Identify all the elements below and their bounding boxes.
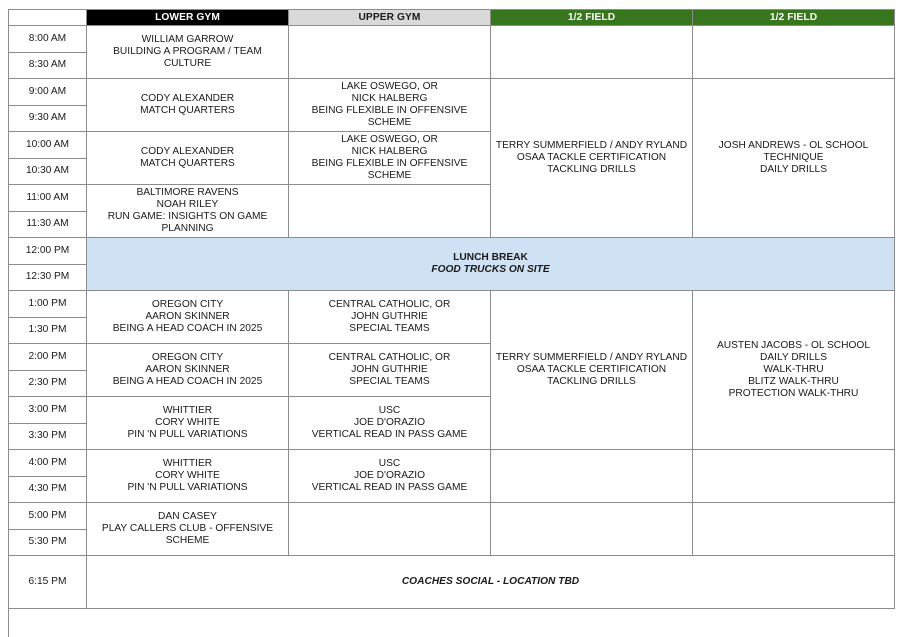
- session-line: WHITTIER: [162, 458, 213, 469]
- session-line: TACKLING DRILLS: [547, 164, 636, 175]
- session-line: NOAH RILEY: [156, 199, 219, 210]
- session-line: PLAY CALLERS CLUB - OFFENSIVE SCHEME: [101, 523, 274, 546]
- session-line: BEING FLEXIBLE IN OFFENSIVE SCHEME: [311, 158, 468, 181]
- session-line: CORY WHITE: [155, 417, 220, 428]
- lower-gym-session: [87, 132, 289, 185]
- lower-gym-session: [87, 503, 289, 556]
- header-lower-gym: LOWER GYM: [87, 10, 289, 26]
- lunch-subtitle: FOOD TRUCKS ON SITE: [431, 264, 550, 275]
- session-line: NICK HALBERG: [351, 146, 428, 157]
- session-line: USC: [378, 405, 401, 416]
- session-line: SPECIAL TEAMS: [349, 376, 430, 387]
- time-slot: 4:30 PM: [9, 477, 87, 504]
- time-slot: 10:00 AM: [9, 132, 87, 159]
- session-line: BLITZ WALK-THRU: [748, 376, 839, 387]
- session-line: BUILDING A PROGRAM / TEAM CULTURE: [113, 46, 262, 69]
- session-line: TECHNIQUE: [763, 152, 824, 163]
- time-slot: 3:30 PM: [9, 424, 87, 451]
- lower-gym-session: [87, 450, 289, 503]
- session-line: OSAA TACKLE CERTIFICATION: [516, 364, 667, 375]
- session-line: VERTICAL READ IN PASS GAME: [311, 429, 468, 440]
- upper-gym-session: [289, 79, 491, 132]
- field-b-session: [693, 79, 895, 238]
- session-line: USC: [378, 458, 401, 469]
- session-line: JOHN GUTHRIE: [351, 311, 428, 322]
- time-slot: 8:00 AM: [9, 26, 87, 53]
- upper-gym-session: [289, 344, 491, 397]
- session-line: AARON SKINNER: [145, 364, 230, 375]
- field-b-empty: [693, 26, 895, 79]
- session-line: PIN 'N PULL VARIATIONS: [127, 429, 248, 440]
- session-line: CODY ALEXANDER: [140, 93, 235, 104]
- lower-gym-session: [87, 79, 289, 132]
- session-line: WHITTIER: [162, 405, 213, 416]
- time-slot: 3:00 PM: [9, 397, 87, 424]
- session-line: TACKLING DRILLS: [547, 376, 636, 387]
- session-line: JOE D'ORAZIO: [354, 417, 425, 428]
- field-b-session: [693, 291, 895, 450]
- session-line: LAKE OSWEGO, OR: [341, 81, 438, 92]
- lunch-break-band: [87, 238, 895, 291]
- time-slot: 10:30 AM: [9, 159, 87, 186]
- lower-gym-session: [87, 185, 289, 238]
- field-b-empty: [693, 450, 895, 503]
- lower-gym-session: [87, 26, 289, 79]
- session-line: BEING A HEAD COACH IN 2025: [112, 323, 263, 334]
- field-a-empty: [491, 450, 693, 503]
- session-line: WILLIAM GARROW: [141, 34, 234, 45]
- session-line: BEING FLEXIBLE IN OFFENSIVE SCHEME: [311, 105, 468, 128]
- header-upper-gym: UPPER GYM: [289, 10, 491, 26]
- time-slot: 5:30 PM: [9, 530, 87, 557]
- session-line: MATCH QUARTERS: [140, 105, 235, 116]
- session-line: DAILY DRILLS: [759, 164, 827, 175]
- schedule-grid: [8, 9, 895, 637]
- lunch-title: LUNCH BREAK: [453, 252, 528, 263]
- session-line: AUSTEN JACOBS - OL SCHOOL: [716, 340, 871, 351]
- corner-cell: [9, 10, 87, 26]
- time-slot: 2:00 PM: [9, 344, 87, 371]
- upper-gym-empty: [289, 503, 491, 556]
- time-slot: 12:30 PM: [9, 265, 87, 292]
- session-line: CENTRAL CATHOLIC, OR: [328, 352, 451, 363]
- lower-gym-session: [87, 344, 289, 397]
- field-b-empty: [693, 503, 895, 556]
- session-line: TERRY SUMMERFIELD / ANDY RYLAND: [495, 352, 688, 363]
- field-a-session: [491, 291, 693, 450]
- upper-gym-session: [289, 397, 491, 450]
- session-line: OSAA TACKLE CERTIFICATION: [516, 152, 667, 163]
- session-line: OREGON CITY: [151, 299, 224, 310]
- session-line: MATCH QUARTERS: [140, 158, 235, 169]
- session-line: JOHN GUTHRIE: [351, 364, 428, 375]
- upper-gym-empty: [289, 185, 491, 238]
- field-a-empty: [491, 26, 693, 79]
- session-line: DAILY DRILLS: [759, 352, 827, 363]
- session-line: CORY WHITE: [155, 470, 220, 481]
- header-half-field-b: 1/2 FIELD: [693, 10, 895, 26]
- time-slot: 4:00 PM: [9, 450, 87, 477]
- time-slot: 1:00 PM: [9, 291, 87, 318]
- session-line: JOSH ANDREWS - OL SCHOOL: [718, 140, 869, 151]
- session-line: WALK-THRU: [763, 364, 824, 375]
- time-slot: 12:00 PM: [9, 238, 87, 265]
- session-line: PROTECTION WALK-THRU: [728, 388, 859, 399]
- session-line: JOE D'ORAZIO: [354, 470, 425, 481]
- time-slot: 9:30 AM: [9, 106, 87, 133]
- header-half-field-a: 1/2 FIELD: [491, 10, 693, 26]
- time-slot: 9:00 AM: [9, 79, 87, 106]
- time-slot: 11:30 AM: [9, 212, 87, 239]
- field-a-session: [491, 79, 693, 238]
- session-line: RUN GAME: INSIGHTS ON GAME PLANNING: [107, 211, 268, 234]
- session-line: NICK HALBERG: [351, 93, 428, 104]
- session-line: VERTICAL READ IN PASS GAME: [311, 482, 468, 493]
- session-line: CODY ALEXANDER: [140, 146, 235, 157]
- lower-gym-session: [87, 291, 289, 344]
- time-slot: 11:00 AM: [9, 185, 87, 212]
- time-slot: 1:30 PM: [9, 318, 87, 345]
- session-line: BALTIMORE RAVENS: [136, 187, 239, 198]
- time-slot: 8:30 AM: [9, 53, 87, 80]
- time-slot: 6:15 PM: [9, 556, 87, 609]
- coaches-social-row: COACHES SOCIAL - LOCATION TBD: [87, 556, 895, 609]
- session-line: TERRY SUMMERFIELD / ANDY RYLAND: [495, 140, 688, 151]
- upper-gym-empty: [289, 26, 491, 79]
- session-line: DAN CASEY: [158, 511, 217, 522]
- session-line: BEING A HEAD COACH IN 2025: [112, 376, 263, 387]
- session-line: OREGON CITY: [151, 352, 224, 363]
- session-line: PIN 'N PULL VARIATIONS: [127, 482, 248, 493]
- session-line: CENTRAL CATHOLIC, OR: [328, 299, 451, 310]
- session-line: AARON SKINNER: [145, 311, 230, 322]
- session-line: SPECIAL TEAMS: [349, 323, 430, 334]
- lower-gym-session: [87, 397, 289, 450]
- field-a-empty: [491, 503, 693, 556]
- time-slot: 2:30 PM: [9, 371, 87, 398]
- upper-gym-session: [289, 291, 491, 344]
- upper-gym-session: [289, 450, 491, 503]
- time-slot: 5:00 PM: [9, 503, 87, 530]
- upper-gym-session: [289, 132, 491, 185]
- session-line: LAKE OSWEGO, OR: [341, 134, 438, 145]
